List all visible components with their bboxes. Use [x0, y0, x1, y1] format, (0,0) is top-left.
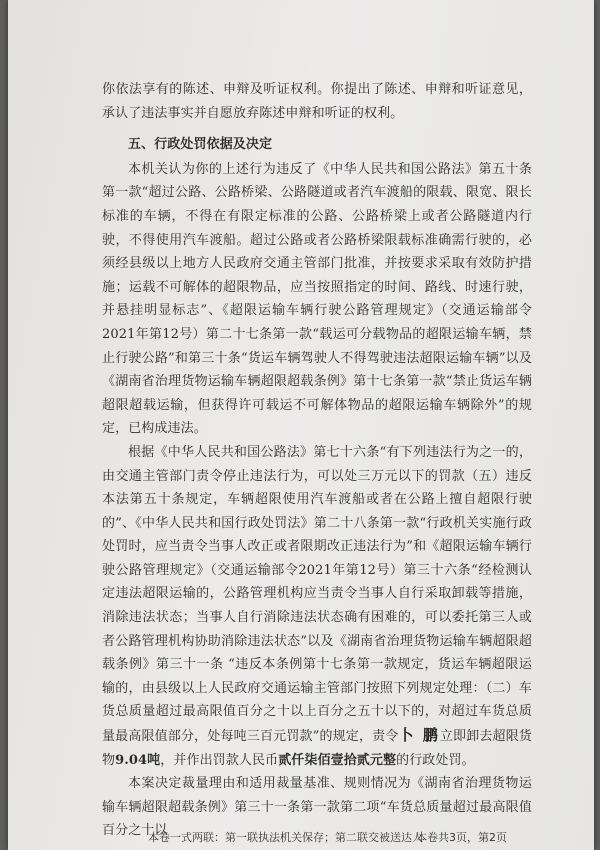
- fine-amount: 贰仟柒佰壹拾贰元整: [278, 752, 397, 768]
- footer-copies-note: 本卷一式两联：第一联执法机关保存；第二联交被送达人: [148, 831, 423, 844]
- overload-tonnage: 9.04吨: [115, 752, 161, 768]
- penalty-basis-text: 根据《中华人民共和国公路法》第七十六条“有下列违法行为之一的，由交通主管部门责令停止违法行为，可以处三万元以下的罚款（五）违反本法第五十条规定，车辆超限使用汽车渡船或者在公路上擅自超限行驶的”、《中华人民共和国行政处罚法》第二十八条第一款“行政机关实施行政处罚时，应当责令当事人改正或者限期改正违法行为”和《超限运输车辆行驶公路管理规定》（交通运输部令2021年第12号）第三十六条“经检测认定违法超限运输的，公路管理机构应当责令当事人自行采取卸载等措施，消除违法状态；当事人自行消除违法状态确有困难的，可以委托第三人或者公路管理机构协助消除违法状态”以及《湖南省治理货物运输车辆超限超载条例》第三十一条 “违反本条例第十七条第一款规定，货运车辆超限运输的，由县级以上人民政府交通运输主管部门按照下列规定处理：（二）车货总质量超过最高限值百分之十以上百分之五十以下的，对超过车货总质量最高限值部分，处每吨三百元罚款”的规定，责令: [102, 444, 532, 745]
- violation-paragraph: 本机关认为你的上述行为违反了《中华人民共和国公路法》第五十条第一款“超过公路、公路桥梁、公路隧道或者汽车渡船的限载、限宽、限长标准的车辆，不得在有限定标准的公路、公路桥梁上或者公路隧道内行驶，不得使用汽车渡船。超过公路或者公路桥梁限载标准确需行驶的，必须经县级以上地方人民政府交通主管部门批准，并按要求采取有效防护措施；运载不可解体的超限物品，应当按照指定的时间、路线、时速行驶，并悬挂明显标志”、《超限运输车辆行驶公路管理规定》（交通运输部令2021年第12号）第二十七条第一款“载运可分载物品的超限运输车辆，禁止行驶公路”和第三十条“货运车辆驾驶人不得驾驶违法超限运输车辆”以及《湖南省治理货物运输车辆超限超载条例》第十七条第一款“禁止货运车辆超限超载运输，但获得许可载运不可解体物品的超限运输车辆除外”的规定，已构成违法。: [102, 161, 532, 437]
- intro-paragraph: 你依法享有的陈述、申辩及听证权利。你提出了陈述、申辩和听证意见，承认了违法事实并自愿放弃陈述申辩和听证的权利。: [102, 82, 532, 121]
- document-body: [102, 78, 532, 843]
- fine-intro-text: ，并作出罚款人民币: [160, 752, 279, 768]
- unload-order-text: 立即卸去超限货物: [102, 729, 532, 768]
- document-page: [8, 0, 594, 850]
- section-heading: 五、行政处罚依据及决定: [128, 137, 273, 153]
- handwritten-party-name: 卜 鹏: [398, 726, 440, 745]
- penalty-closing-text: 的行政处罚。: [396, 752, 475, 768]
- penalty-basis-paragraph: [102, 441, 532, 772]
- footer-page-number: 本卷共3页，第2页: [416, 831, 507, 844]
- discretion-paragraph: 本案决定裁量理由和适用裁量基准、规则情况为《湖南省治理货物运输车辆超限超载条例》第三十一条第一款第二项“车货总质量超过最高限值百分之十以: [102, 776, 532, 839]
